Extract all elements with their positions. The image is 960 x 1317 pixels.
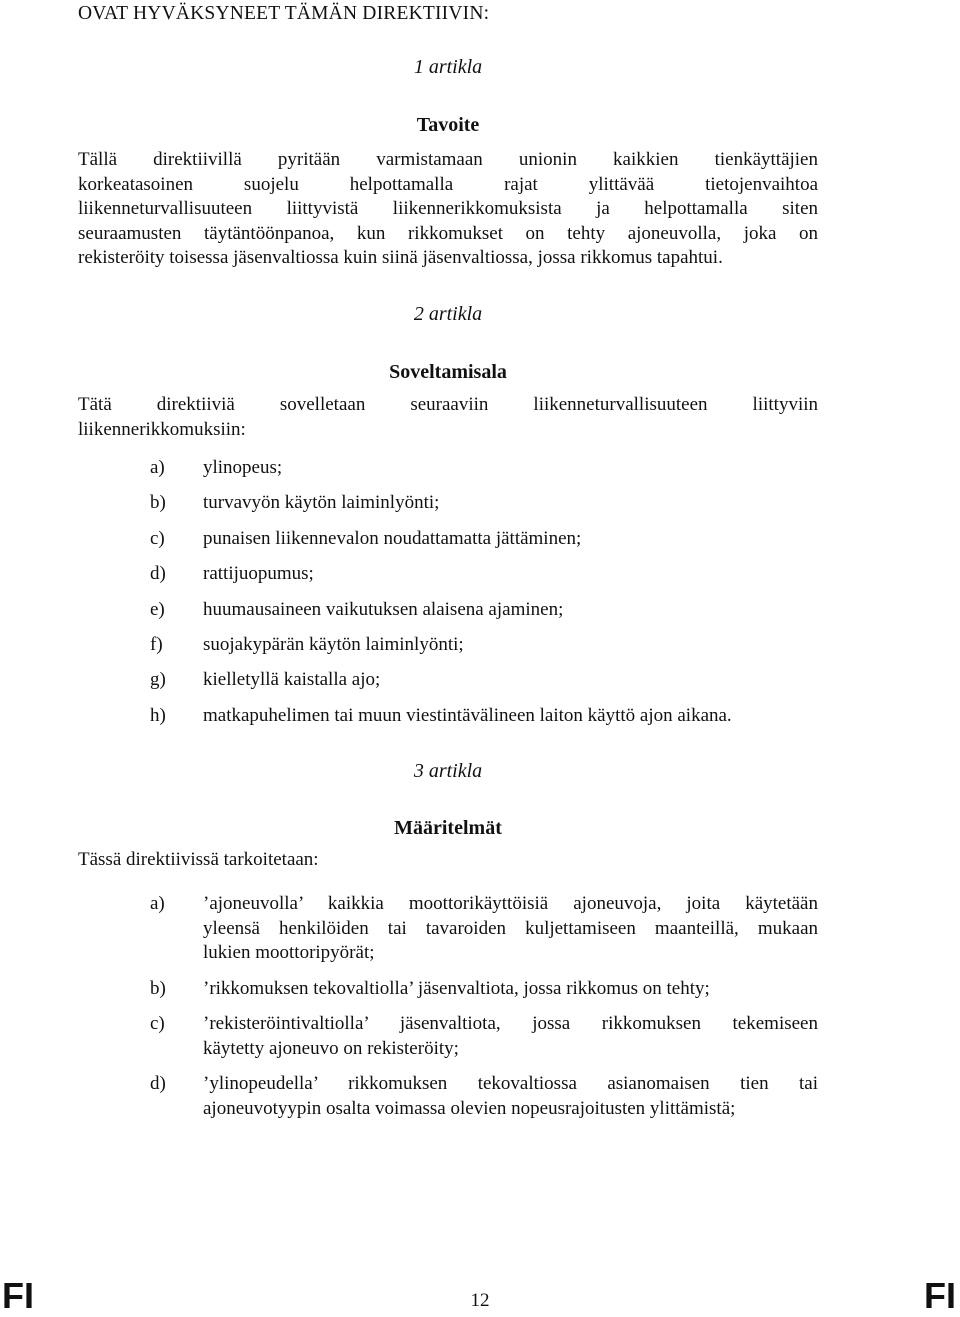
- list-item: [150, 892, 818, 977]
- list-item-label: a): [150, 457, 165, 478]
- list-item-label: h): [150, 704, 166, 726]
- article-3-list: [150, 892, 818, 1132]
- list-item-text: matkapuhelimen tai muun viestintävälineen laiton käyttö ajon aikana.: [203, 704, 732, 726]
- list-item-label: b): [150, 977, 166, 999]
- list-item-label: b): [150, 492, 166, 514]
- list-item-line: ’rekisteröintivaltiolla’ jäsenvaltiota, jossa rikkomuksen tekemiseen: [203, 1012, 818, 1034]
- list-item-text: turvavyön käytön laiminlyönti;: [203, 492, 440, 514]
- list-item: [150, 977, 818, 1012]
- list-item-label: d): [150, 563, 166, 585]
- article-1-paragraph: [78, 148, 818, 271]
- article-3-title: Määritelmät: [394, 817, 502, 839]
- list-item-label: g): [150, 669, 166, 691]
- list-item-text: [203, 892, 818, 966]
- list-item: [150, 598, 818, 633]
- list-item-text: kielletyllä kaistalla ajo;: [203, 669, 381, 691]
- list-item-text: punaisen liikennevalon noudattamatta jättäminen;: [203, 527, 582, 549]
- list-item-text: [203, 1072, 818, 1121]
- article-3-number: 3 artikla: [413, 760, 483, 782]
- list-item: [150, 491, 818, 526]
- page-number: 12: [470, 1290, 490, 1311]
- list-item: [150, 633, 818, 668]
- list-item-label: e): [150, 598, 165, 620]
- list-item-line: ’rikkomuksen tekovaltiolla’ jäsenvaltiota, jossa rikkomus on tehty;: [203, 977, 710, 999]
- list-item-text: suojakypärän käytön laiminlyönti;: [203, 633, 464, 655]
- article-2-title: Soveltamisala: [389, 361, 507, 383]
- paragraph-line: liikenneturvallisuuteen liittyvistä liikennerikkomuksista ja helpottamalla siten: [78, 198, 818, 220]
- article-2-intro: [78, 393, 818, 442]
- list-item-label: d): [150, 1072, 166, 1094]
- list-item-text: rattijuopumus;: [203, 563, 314, 585]
- list-item-text: ylinopeus;: [203, 457, 283, 478]
- list-item: [150, 1012, 818, 1072]
- paragraph-line: Tätä direktiiviä sovelletaan seuraaviin liikenneturvallisuuteen liittyviin: [78, 394, 818, 415]
- article-2-list: [150, 456, 818, 739]
- list-item-label: f): [150, 633, 163, 655]
- list-item-text: [203, 977, 818, 1002]
- list-item: [150, 704, 818, 739]
- footer-language-mark-right: FI: [924, 1275, 956, 1316]
- list-item-line: yleensä henkilöiden tai tavaroiden kuljettamiseen maanteillä, mukaan: [203, 917, 818, 939]
- list-item: [150, 456, 818, 491]
- list-item-label: a): [150, 893, 165, 914]
- list-item-line: lukien moottoripyörät;: [203, 942, 375, 964]
- list-item-line: ajoneuvotyypin osalta voimassa olevien nopeusrajoitusten ylittämistä;: [203, 1097, 736, 1119]
- list-item-text: [203, 1012, 818, 1061]
- list-item: [150, 1072, 818, 1132]
- article-1-title: Tavoite: [416, 114, 480, 136]
- list-item-line: ’ajoneuvolla’ kaikkia moottorikäyttöisiä ajoneuvoja, joita käytetään: [203, 893, 818, 914]
- paragraph-line: korkeatasoinen suojelu helpottamalla rajat ylittävää tietojenvaihtoa: [78, 173, 818, 195]
- paragraph-line: rekisteröity toisessa jäsenvaltiossa kuin siinä jäsenvaltiossa, jossa rikkomus tapahtui.: [78, 247, 723, 269]
- list-item-label: c): [150, 1012, 165, 1034]
- list-item: [150, 562, 818, 597]
- list-item-label: c): [150, 527, 165, 549]
- list-item-line: ’ylinopeudella’ rikkomuksen tekovaltiossa asianomaisen tien tai: [203, 1072, 818, 1094]
- list-item-line: käytetty ajoneuvo on rekisteröity;: [203, 1037, 459, 1059]
- list-item: [150, 527, 818, 562]
- document-heading: OVAT HYVÄKSYNEET TÄMÄN DIREKTIIVIN:: [78, 3, 490, 24]
- paragraph-line: Tällä direktiivillä pyritään varmistamaan unionin kaikkien tienkäyttäjien: [78, 149, 818, 170]
- list-item: [150, 668, 818, 703]
- article-1-number: 1 artikla: [413, 56, 483, 78]
- article-3-intro: Tässä direktiivissä tarkoitetaan:: [78, 849, 319, 870]
- paragraph-line: seuraamusten täytäntöönpanoa, kun rikkomukset on tehty ajoneuvolla, joka on: [78, 222, 818, 244]
- paragraph-line: liikennerikkomuksiin:: [78, 418, 246, 440]
- article-2-number: 2 artikla: [413, 303, 483, 325]
- footer-language-mark-left: FI: [2, 1275, 34, 1316]
- list-item-text: huumausaineen vaikutuksen alaisena ajaminen;: [203, 598, 564, 620]
